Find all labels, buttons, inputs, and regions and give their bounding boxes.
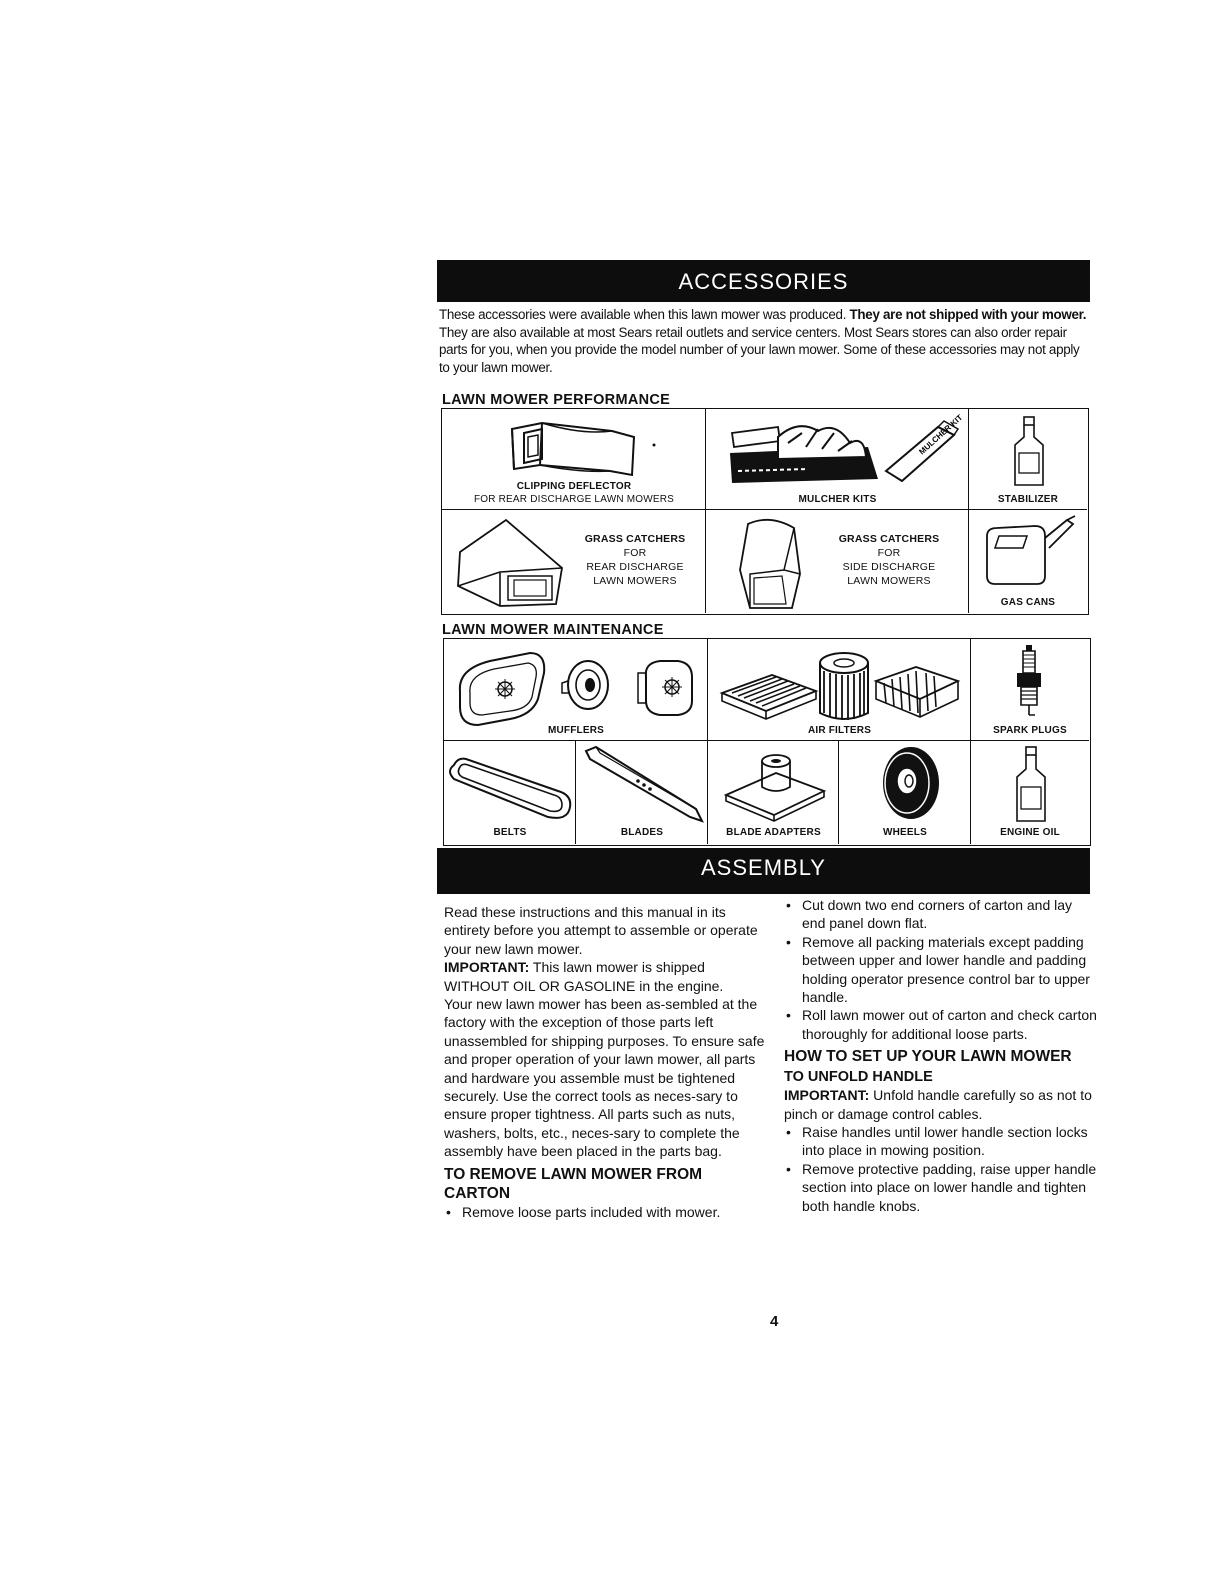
air-filters-icon bbox=[716, 641, 964, 725]
spark-plug-icon bbox=[1009, 643, 1049, 723]
list-item: • Roll lawn mower out of carton and check carton thoroughly for additional loose parts. bbox=[784, 1006, 1098, 1043]
clipping-deflector-sublabel: FOR REAR DISCHARGE LAWN MOWERS bbox=[473, 494, 675, 505]
wheels-cell bbox=[839, 741, 971, 844]
important-note-oil: IMPORTANT: This lawn mower is shipped WITHOUT OIL OR GASOLINE in the engine. bbox=[444, 959, 724, 994]
blades-label: BLADES bbox=[620, 827, 664, 838]
svg-text:MULCHER KIT: MULCHER KIT bbox=[917, 412, 965, 457]
assembly-description: Your new lawn mower has been as-sembled at the factory with the exception of those parts left unassembled for shipping purposes. To ensure safe and proper operation of your lawn mower, all parts and hardware you assemble must be tightened securely. Use the correct tools as neces-sary to ensure proper tightness. All parts such as nuts, washers, bolts, etc., neces-sary to complete the assembly have been placed in the parts bag. bbox=[444, 996, 765, 1160]
list-item: • Raise handles until lower handle section locks into place in mowing position. bbox=[784, 1123, 1098, 1160]
remove-steps-list-left bbox=[444, 1203, 766, 1221]
stabilizer-label: STABILIZER bbox=[997, 494, 1059, 505]
mulcher-kits-icon bbox=[718, 412, 965, 491]
setup-heading: HOW TO SET UP YOUR LAWN MOWER bbox=[784, 1048, 1072, 1066]
performance-grid bbox=[441, 408, 1089, 615]
performance-heading: LAWN MOWER PERFORMANCE bbox=[442, 392, 671, 408]
blades-cell bbox=[576, 741, 708, 844]
grass-catcher-rear-label: GRASS CATCHERS FOR REAR DISCHARGE LAWN MOWERS bbox=[584, 533, 686, 587]
belts-cell bbox=[444, 741, 576, 844]
assembly-banner: ASSEMBLY bbox=[437, 848, 1090, 894]
engine-oil-bottle-icon bbox=[1011, 745, 1051, 825]
gas-cans-label: GAS CANS bbox=[1000, 597, 1056, 608]
clipping-deflector-icon bbox=[502, 415, 662, 487]
gas-cans-cell bbox=[969, 510, 1087, 613]
blade-adapters-label: BLADE ADAPTERS bbox=[726, 827, 821, 838]
mulcher-kits-cell bbox=[706, 409, 969, 510]
grass-catcher-side-icon bbox=[730, 514, 810, 610]
blade-adapter-icon bbox=[720, 745, 830, 823]
air-filters-label: AIR FILTERS bbox=[807, 725, 872, 736]
remove-steps-list-right bbox=[784, 896, 1098, 1043]
belts-label: BELTS bbox=[493, 827, 527, 838]
grass-catcher-rear-icon bbox=[452, 516, 570, 608]
belt-icon bbox=[444, 751, 574, 821]
unfold-handle-heading: TO UNFOLD HANDLE bbox=[784, 1069, 933, 1086]
spark-plugs-cell bbox=[971, 639, 1089, 741]
list-item: • Remove loose parts included with mower. bbox=[444, 1203, 766, 1221]
blade-icon bbox=[578, 743, 708, 825]
wheels-label: WHEELS bbox=[883, 827, 927, 838]
list-item: • Remove protective padding, raise upper handle section into place on lower handle and tighten both handle knobs. bbox=[784, 1160, 1098, 1215]
grass-catcher-side-cell bbox=[706, 510, 969, 613]
stabilizer-bottle-icon bbox=[1009, 415, 1049, 489]
mufflers-cell bbox=[444, 639, 708, 741]
maintenance-grid bbox=[443, 638, 1091, 846]
accessories-intro: These accessories were available when this lawn mower was produced. They are not shipped with your mower. They are also available at most Sears retail outlets and service centers. Most Sears stores can also order repair parts for you, when you provide the model number of your lawn mower. Some of these accessories may not apply to your lawn mower. bbox=[439, 307, 1087, 375]
clipping-deflector-cell bbox=[442, 409, 706, 510]
air-filters-cell bbox=[708, 639, 971, 741]
unfold-steps-list bbox=[784, 1123, 1098, 1215]
engine-oil-cell bbox=[971, 741, 1089, 844]
accessories-banner: ACCESSORIES bbox=[437, 260, 1090, 302]
grass-catcher-side-label: GRASS CATCHERS FOR SIDE DISCHARGE LAWN MOWERS bbox=[838, 533, 940, 587]
blade-adapters-cell bbox=[708, 741, 839, 844]
mufflers-icon bbox=[450, 643, 700, 725]
engine-oil-label: ENGINE OIL bbox=[1000, 827, 1060, 838]
maintenance-heading: LAWN MOWER MAINTENANCE bbox=[442, 622, 664, 638]
clipping-deflector-label: CLIPPING DEFLECTOR bbox=[516, 481, 632, 492]
page-number: 4 bbox=[770, 1313, 779, 1330]
list-item: • Remove all packing materials except padding between upper and lower handle and padding holding operator presence control bar to upper handle. bbox=[784, 933, 1098, 1007]
grass-catcher-rear-cell bbox=[442, 510, 706, 613]
gas-can-icon bbox=[981, 514, 1077, 588]
important-note-cables: IMPORTANT: Unfold handle carefully so as not to pinch or damage control cables. bbox=[784, 1087, 1092, 1122]
mulcher-kits-label: MULCHER KITS bbox=[798, 494, 877, 505]
mufflers-label: MUFFLERS bbox=[547, 725, 605, 736]
assembly-left-column bbox=[444, 903, 766, 1221]
assembly-intro: Read these instructions and this manual in its entirety before you attempt to assemble or operate your new lawn mower. bbox=[444, 904, 758, 957]
wheel-icon bbox=[875, 741, 945, 825]
spark-plugs-label: SPARK PLUGS bbox=[993, 725, 1067, 736]
assembly-right-column bbox=[784, 896, 1098, 1215]
list-item: • Cut down two end corners of carton and lay end panel down flat. bbox=[784, 896, 1098, 933]
remove-from-carton-heading: TO REMOVE LAWN MOWER FROM CARTON bbox=[444, 1165, 703, 1202]
stabilizer-cell bbox=[969, 409, 1087, 510]
